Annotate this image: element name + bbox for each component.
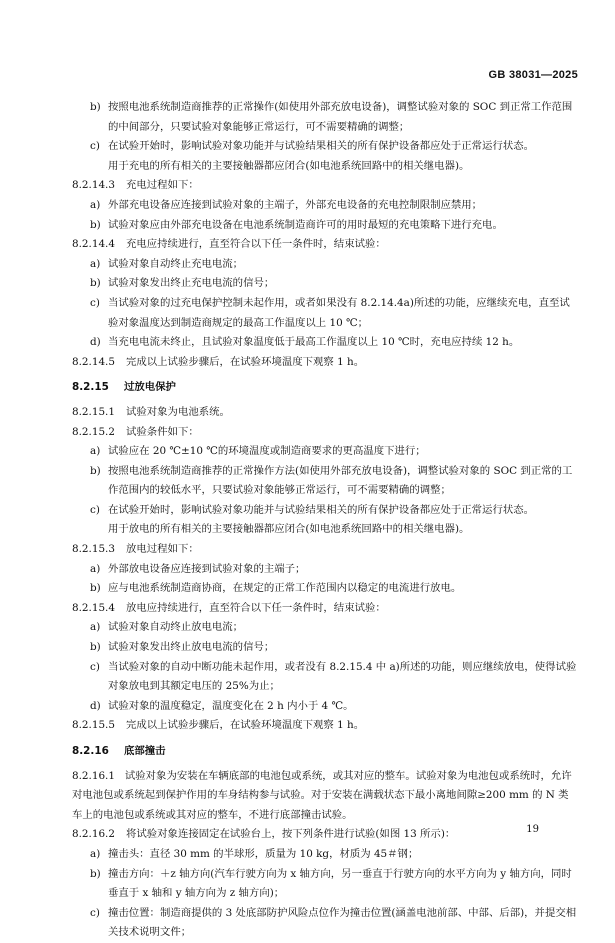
page-number: 19 xyxy=(526,824,539,835)
list-item-text: 试验对象发出终止充电电流的信号； xyxy=(108,277,275,290)
clause-text: 试验对象为安装在车辆底部的电池包或系统，或其对应的整车。试验对象为电池包或系统时，允许对电池包或系统起到保护作用的车身结构参与试验。对于安装在满载状态下最小离地间隙≥200 mm 的 N 类车上的电池包或系统或其对应的整车，不进行底部撞击试验。 xyxy=(72,769,572,821)
section-title: 过放电保护 xyxy=(124,381,176,394)
list-item xyxy=(72,294,577,333)
list-item-text: 试验应在 20 ℃±10 ℃的环境温度或制造商要求的更高温度下进行； xyxy=(108,445,426,458)
clause-text: 试验条件如下： xyxy=(126,425,199,438)
clause xyxy=(72,716,577,736)
list-item xyxy=(72,216,577,236)
list-item-label: a) xyxy=(90,847,101,860)
clause-text: 放电过程如下： xyxy=(126,543,199,556)
section-number: 8.2.15 xyxy=(72,381,109,394)
list-item-text: 试验对象发出终止放电电流的信号； xyxy=(108,641,275,654)
list-item xyxy=(72,579,577,599)
list-item-label: b) xyxy=(90,218,101,231)
list-item-label: a) xyxy=(90,621,101,634)
clause xyxy=(72,599,577,619)
clause-number: 8.2.14.4 xyxy=(72,238,115,251)
list-item-text: 在试验开始时，影响试验对象功能并与试验结果相关的所有保护设备都应处于正常运行状态。 xyxy=(108,503,535,516)
list-item xyxy=(72,442,577,462)
clause-text: 充电过程如下： xyxy=(126,179,199,192)
standard-number: GB 38031—2025 xyxy=(488,69,578,81)
clause-text: 完成以上试验步骤后，在试验环境温度下观察 1 h。 xyxy=(126,719,365,732)
clause xyxy=(72,235,577,255)
clause-number: 8.2.15.1 xyxy=(72,405,115,418)
list-item-label: a) xyxy=(90,198,101,211)
list-item-label: a) xyxy=(90,562,101,575)
clause-paragraph xyxy=(72,767,577,826)
list-item-text: 试验对象自动终止充电电流； xyxy=(108,257,244,270)
list-item-text: 试验对象自动终止放电电流； xyxy=(108,621,244,634)
list-item xyxy=(72,638,577,658)
list-item-label: b) xyxy=(90,582,101,595)
section-heading xyxy=(72,378,577,398)
clause-text: 充电应持续进行，直至符合以下任一条件时，结束试验： xyxy=(126,238,386,251)
list-item xyxy=(72,333,577,353)
list-item xyxy=(72,845,577,865)
list-item-label: a) xyxy=(90,257,101,270)
list-item xyxy=(72,137,577,157)
list-item-text: 当试验对象的过充电保护控制未起作用，或者如果没有 8.2.14.4a)所述的功能，应继续充电，直至试验对象温度达到制造商规定的最高工作温度以上 10 ℃； xyxy=(108,296,570,329)
list-item-text: 试验对象应由外部充电设备在电池系统制造商许可的用时最短的充电策略下进行充电。 xyxy=(108,218,503,231)
list-item xyxy=(72,618,577,638)
section-heading xyxy=(72,742,577,762)
list-item xyxy=(72,255,577,275)
list-item-text: 撞击方向：＋z 轴方向(汽车行驶方向为 x 轴方向，另一垂直于行驶方向的水平方向为 y 轴方向，同时垂直于 x 轴和 y 轴方向为 z 轴方向)； xyxy=(108,867,572,900)
list-item xyxy=(72,462,577,501)
list-item-label: b) xyxy=(90,277,101,290)
list-item-label: b) xyxy=(90,867,101,880)
list-item-label: a) xyxy=(90,445,101,458)
clause-text: 完成以上试验步骤后，在试验环境温度下观察 1 h。 xyxy=(126,355,365,368)
list-item xyxy=(72,865,577,904)
clause xyxy=(72,176,577,196)
list-item-text: 应与电池系统制造商协商，在规定的正常工作范围内以稳定的电流进行放电。 xyxy=(108,582,462,595)
clause-number: 8.2.16.2 xyxy=(72,828,115,841)
list-item-label: c) xyxy=(90,906,100,919)
list-item-text: 在试验开始时，影响试验对象功能并与试验结果相关的所有保护设备都应处于正常运行状态。 xyxy=(108,140,535,153)
list-item-continuation: 用于充电的所有相关的主要接触器都应闭合(如电池系统回路中的相关继电器)。 xyxy=(108,159,470,172)
clause xyxy=(72,353,577,373)
list-item-label: c) xyxy=(90,140,100,153)
section-number: 8.2.16 xyxy=(72,745,109,757)
list-item-text: 按照电池系统制造商推荐的正常操作(如使用外部充放电设备)，调整试验对象的 SOC 到正常工作范围的中间部分，只要试验对象能够正常运行，可不需要精确的调整； xyxy=(108,101,573,133)
list-item-label: b) xyxy=(90,464,101,477)
clause-number: 8.2.16.1 xyxy=(72,769,115,782)
clause-number: 8.2.14.5 xyxy=(72,355,115,368)
list-item-label: c) xyxy=(90,503,100,516)
list-item xyxy=(72,904,577,943)
section-title: 底部撞击 xyxy=(124,745,166,757)
list-item-text: 撞击位置：制造商提供的 3 处底部防护风险点位作为撞击位置(涵盖电池前部、中部、后部)，并提交相关技术说明文件； xyxy=(108,906,577,939)
clause xyxy=(72,403,577,423)
list-item xyxy=(72,274,577,294)
clause xyxy=(72,825,577,845)
list-item-label: d) xyxy=(90,336,101,349)
clause-text: 将试验对象连接固定在试验台上，按下列条件进行试验(如图 13 所示)： xyxy=(126,828,456,841)
list-item-continuation: 用于放电的所有相关的主要接触器都应闭合(如电池系统回路中的相关继电器)。 xyxy=(108,523,470,536)
list-item xyxy=(72,196,577,216)
list-item-text: 当充电电流未终止，且试验对象温度低于最高工作温度以上 10 ℃时，充电应持续 12 h。 xyxy=(108,336,520,349)
list-item-label: b) xyxy=(90,101,101,113)
list-item-text: 外部充电设备应连接到试验对象的主端子，外部充电设备的充电控制限制应禁用； xyxy=(108,198,483,211)
list-item xyxy=(72,560,577,580)
list-item-text: 当试验对象的自动中断功能未起作用，或者没有 8.2.15.4 中 a)所述的功能，则应继续放电，使得试验对象放电到其额定电压的 25%为止； xyxy=(108,660,577,693)
list-item xyxy=(72,658,577,697)
list-item-text: 按照电池系统制造商推荐的正常操作方法(如使用外部充放电设备)，调整试验对象的 SOC 到正常的工作范围内的较低水平，只要试验对象能够正常运行，可不需要精确的调整； xyxy=(108,464,573,497)
clause-number: 8.2.15.5 xyxy=(72,719,115,732)
list-item-label: c) xyxy=(90,660,100,673)
list-item-text: 外部放电设备应连接到试验对象的主端子； xyxy=(108,562,306,575)
clause-number: 8.2.15.4 xyxy=(72,601,115,614)
clause xyxy=(72,540,577,560)
clause-text: 放电应持续进行，直至符合以下任一条件时，结束试验： xyxy=(126,601,386,614)
list-item-label: d) xyxy=(90,699,101,712)
list-item xyxy=(72,98,577,137)
list-item xyxy=(72,697,577,717)
list-item xyxy=(72,501,577,521)
list-item-label: c) xyxy=(90,296,100,309)
list-item-text: 撞击头：直径 30 mm 的半球形，质量为 10 kg，材质为 45＃钢； xyxy=(108,847,419,860)
clause xyxy=(72,423,577,443)
page-body xyxy=(72,98,577,943)
clause-number: 8.2.14.3 xyxy=(72,179,115,192)
clause-text: 试验对象为电池系统。 xyxy=(126,405,230,418)
clause-number: 8.2.15.2 xyxy=(72,425,115,438)
clause-number: 8.2.15.3 xyxy=(72,543,115,556)
list-item-text: 试验对象的温度稳定，温度变化在 2 h 内小于 4 ℃。 xyxy=(108,699,354,712)
list-item-label: b) xyxy=(90,641,101,654)
